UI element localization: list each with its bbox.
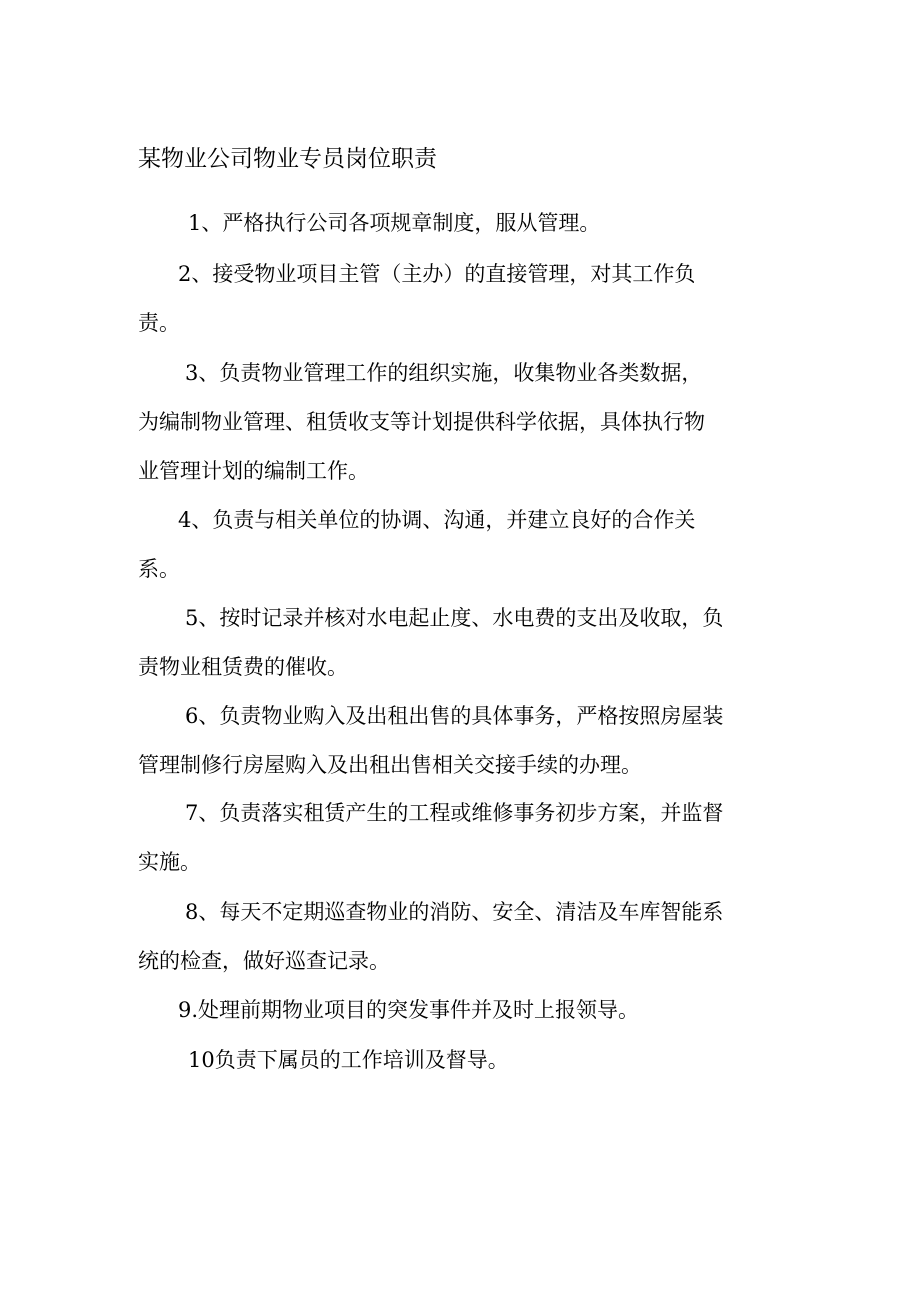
duty-line: 6、负责物业购入及出租出售的具体事务，严格按照房屋装 bbox=[185, 704, 724, 728]
duty-line: 为编制物业管理、租赁收支等计划提供科学依据，具体执行物 bbox=[138, 410, 705, 434]
duty-item-7 bbox=[138, 789, 778, 887]
duty-line: 5、按时记录并核对水电起止度、水电费的支出及收取，负 bbox=[185, 606, 724, 630]
duty-item-2 bbox=[138, 250, 778, 348]
duty-line: 10负责下属员的工作培训及督导。 bbox=[188, 1048, 509, 1072]
duty-item-1 bbox=[138, 199, 778, 248]
duty-item-5 bbox=[138, 594, 778, 692]
duty-line: 系。 bbox=[138, 557, 180, 581]
duty-line: 责。 bbox=[138, 311, 180, 335]
duty-line: 业管理计划的编制工作。 bbox=[138, 459, 369, 483]
duty-line: 3、负责物业管理工作的组织实施，收集物业各类数据， bbox=[185, 361, 703, 385]
duty-item-4 bbox=[138, 496, 778, 594]
duty-item-6 bbox=[138, 692, 778, 790]
duty-line: 实施。 bbox=[138, 850, 201, 874]
duty-line: 责物业租赁费的催收。 bbox=[138, 655, 348, 679]
duty-item-10 bbox=[138, 1036, 778, 1085]
document-title: 某物业公司物业专员岗位职责 bbox=[138, 146, 437, 172]
duty-line: 4、负责与相关单位的协调、沟通，并建立良好的合作关 bbox=[178, 508, 696, 532]
duty-line: 8、每天不定期巡查物业的消防、安全、清洁及车库智能系 bbox=[185, 900, 724, 924]
duty-line: 9.处理前期物业项目的突发事件并及时上报领导。 bbox=[178, 998, 640, 1022]
duty-line: 管理制修行房屋购入及出租出售相关交接手续的办理。 bbox=[138, 753, 642, 777]
duty-line: 1、严格执行公司各项规章制度，服从管理。 bbox=[188, 211, 601, 235]
duty-item-3 bbox=[138, 349, 778, 496]
duty-item-9 bbox=[138, 986, 778, 1035]
duty-line: 7、负责落实租赁产生的工程或维修事务初步方案，并监督 bbox=[185, 801, 724, 825]
duty-line: 2、接受物业项目主管（主办）的直接管理，对其工作负 bbox=[178, 262, 696, 286]
duty-item-8 bbox=[138, 888, 778, 986]
duty-line: 统的检查，做好巡查记录。 bbox=[138, 949, 390, 973]
